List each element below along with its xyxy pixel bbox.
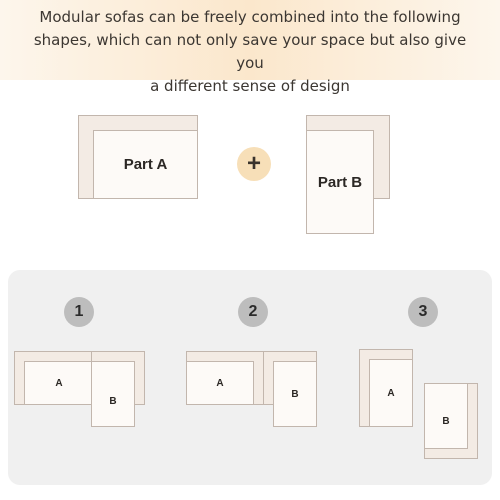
combination-2-b-label: B [291,388,299,400]
combination-2-b-seat [273,361,317,427]
plus-symbol: + [246,150,261,177]
combination-1-a-label: A [55,377,63,389]
combination-3-a-seat [369,359,413,427]
intro-text [20,6,480,98]
combination-2-number: 2 [248,303,258,320]
combination-1-b-seat [91,361,135,427]
combination-3-b-seat [424,383,468,449]
plus-icon [237,147,271,181]
part-a-label: Part A [123,156,168,173]
intro-banner [0,0,500,95]
part-b-seat [306,130,374,234]
combination-3-number: 3 [418,303,428,320]
combination-2-a-seat [186,361,254,405]
combination-3-badge [408,297,438,327]
combination-2-badge [238,297,268,327]
combination-3-b-label: B [442,415,450,427]
combination-2-a-label: A [216,377,224,389]
intro-line-2: shapes, which can not only save your space but also give you [33,31,467,72]
combination-1-a-seat [24,361,94,405]
part-a-seat [93,130,198,199]
intro-line-1: Modular sofas can be freely combined into the following [39,8,461,26]
combination-1-b-label: B [109,395,117,407]
combination-1-badge [64,297,94,327]
combination-1-number: 1 [74,303,84,320]
part-b-label: Part B [317,173,363,191]
intro-line-3: a different sense of design [150,77,350,95]
combination-3-a-label: A [387,387,395,399]
